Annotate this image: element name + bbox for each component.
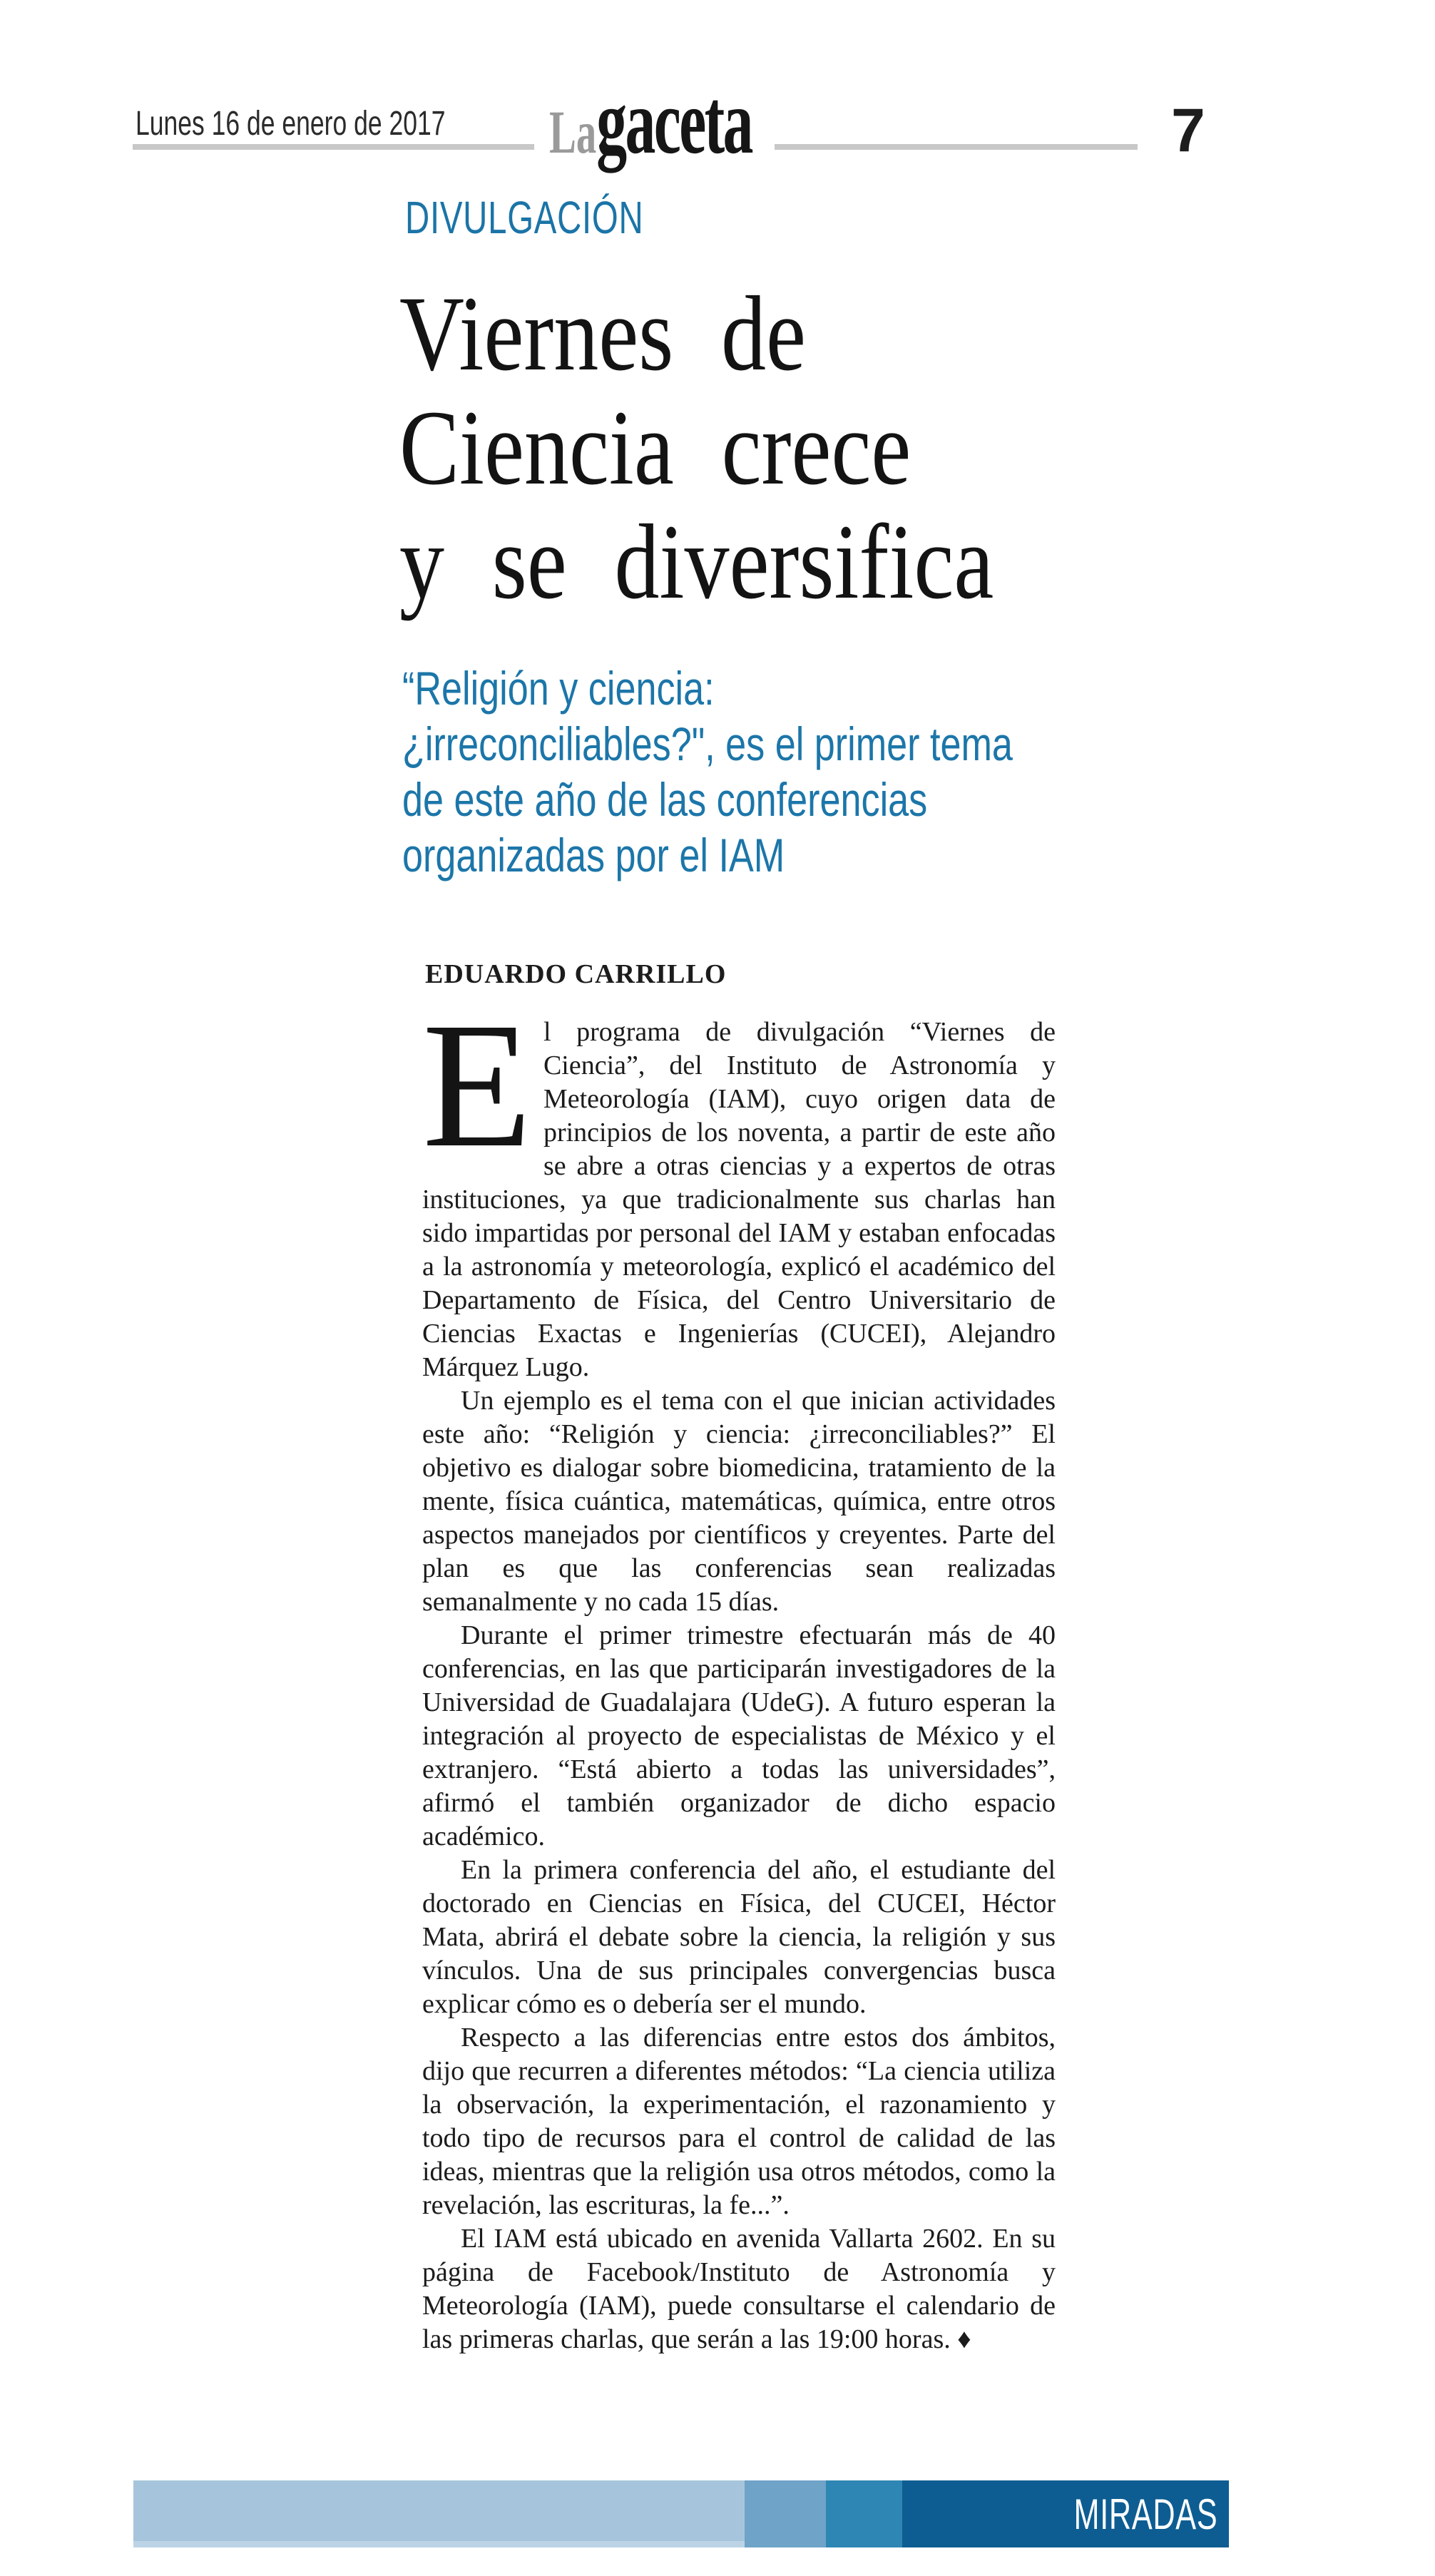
headline-line: y se diversifica: [399, 503, 994, 621]
footer-segment-light: [133, 2480, 745, 2547]
drop-cap: E: [422, 985, 532, 1185]
paragraph: Durante el primer trimestre efectuarán más de 40 conferencias, en las que participarán investigadores de la Universidad de Guadalajara (UdeG). A futuro esperan la integración al proyecto de especialistas de México y el extranjero. “Está abierto a todas las universidades”, afirmó el también organizador de dicho espacio académico.: [422, 1620, 1056, 1851]
paragraph: En la primera conferencia del año, el estudiante del doctorado en Ciencias en Física, del CUCEI, Héctor Mata, abrirá el debate sobre la ciencia, la religión y sus vínculos. Una de sus principales convergencias busca explicar cómo es o debería ser el mundo.: [422, 1855, 1056, 2019]
byline: EDUARDO CARRILLO: [425, 959, 727, 989]
header-rule-right: [775, 144, 1138, 150]
issue-date: Lunes 16 de enero de 2017: [136, 105, 446, 143]
section-footer-bar: [133, 2480, 1229, 2547]
paragraph: [422, 985, 1056, 1384]
subhead-line: “Religión y ciencia:: [402, 662, 715, 715]
article-subhead: [402, 660, 1013, 883]
page-number: 7: [1171, 96, 1205, 165]
paragraph: Respecto a las diferencias entre estos dos ámbitos, dijo que recurren a diferentes métodos: “La ciencia utiliza la observación, la experimentación, el razonamiento y todo tipo de recursos para el control de calidad de las ideas, mientras que la religión usa otros métodos, como la revelación, las escrituras, la fe...”.: [422, 2023, 1056, 2220]
masthead: [549, 68, 752, 175]
article-body: [422, 985, 1056, 2356]
paragraph: El IAM está ubicado en avenida Vallarta 2602. En su página de Facebook/Instituto de Astronomía y Meteorología (IAM), puede consultarse el calendario de las primeras charlas, que serán a las 19:00 horas. ♦: [422, 2224, 1056, 2354]
masthead-gaceta: gaceta: [596, 71, 752, 173]
footer-segment-medium: [745, 2480, 826, 2547]
footer-segment-teal: [826, 2480, 902, 2547]
headline-line: Ciencia crece: [399, 389, 911, 507]
headline-line: Viernes de: [399, 275, 806, 393]
paragraph-text: l programa de divulgación “Viernes de Ciencia”, del Instituto de Astronomía y Meteorología (IAM), cuyo origen data de principios de los noventa, a partir de este año se abre a otras ciencias y a expertos de otras instituciones, ya que tradicionalmente sus charlas han sido impartidas por personal del IAM y estaban enfocadas a la astronomía y meteorología, explicó el académico del Departamento de Física, del Centro Universitario de Ciencias Exactas e Ingenierías (CUCEI), Alejandro Márquez Lugo.: [422, 1017, 1056, 1382]
paragraph: Un ejemplo es el tema con el que inician actividades este año: “Religión y ciencia: ¿irreconciliables?” El objetivo es dialogar sobre biomedicina, tratamiento de la mente, física cuántica, matemáticas, química, entre otros aspectos manejados por científicos y creyentes. Parte del plan es que las conferencias sean realizadas semanalmente y no cada 15 días.: [422, 1386, 1056, 1617]
section-kicker: DIVULGACIÓN: [405, 192, 644, 243]
article-headline: [399, 277, 994, 619]
header-rule-left: [133, 144, 534, 150]
footer-section-label: MIRADAS: [1073, 2490, 1217, 2538]
footer-segment-dark: [902, 2480, 1229, 2547]
subhead-line: ¿irreconciliables?", es el primer tema: [402, 717, 1013, 770]
subhead-line: organizadas por el IAM: [402, 829, 785, 881]
masthead-la: La: [549, 98, 597, 166]
subhead-line: de este año de las conferencias: [402, 773, 928, 826]
